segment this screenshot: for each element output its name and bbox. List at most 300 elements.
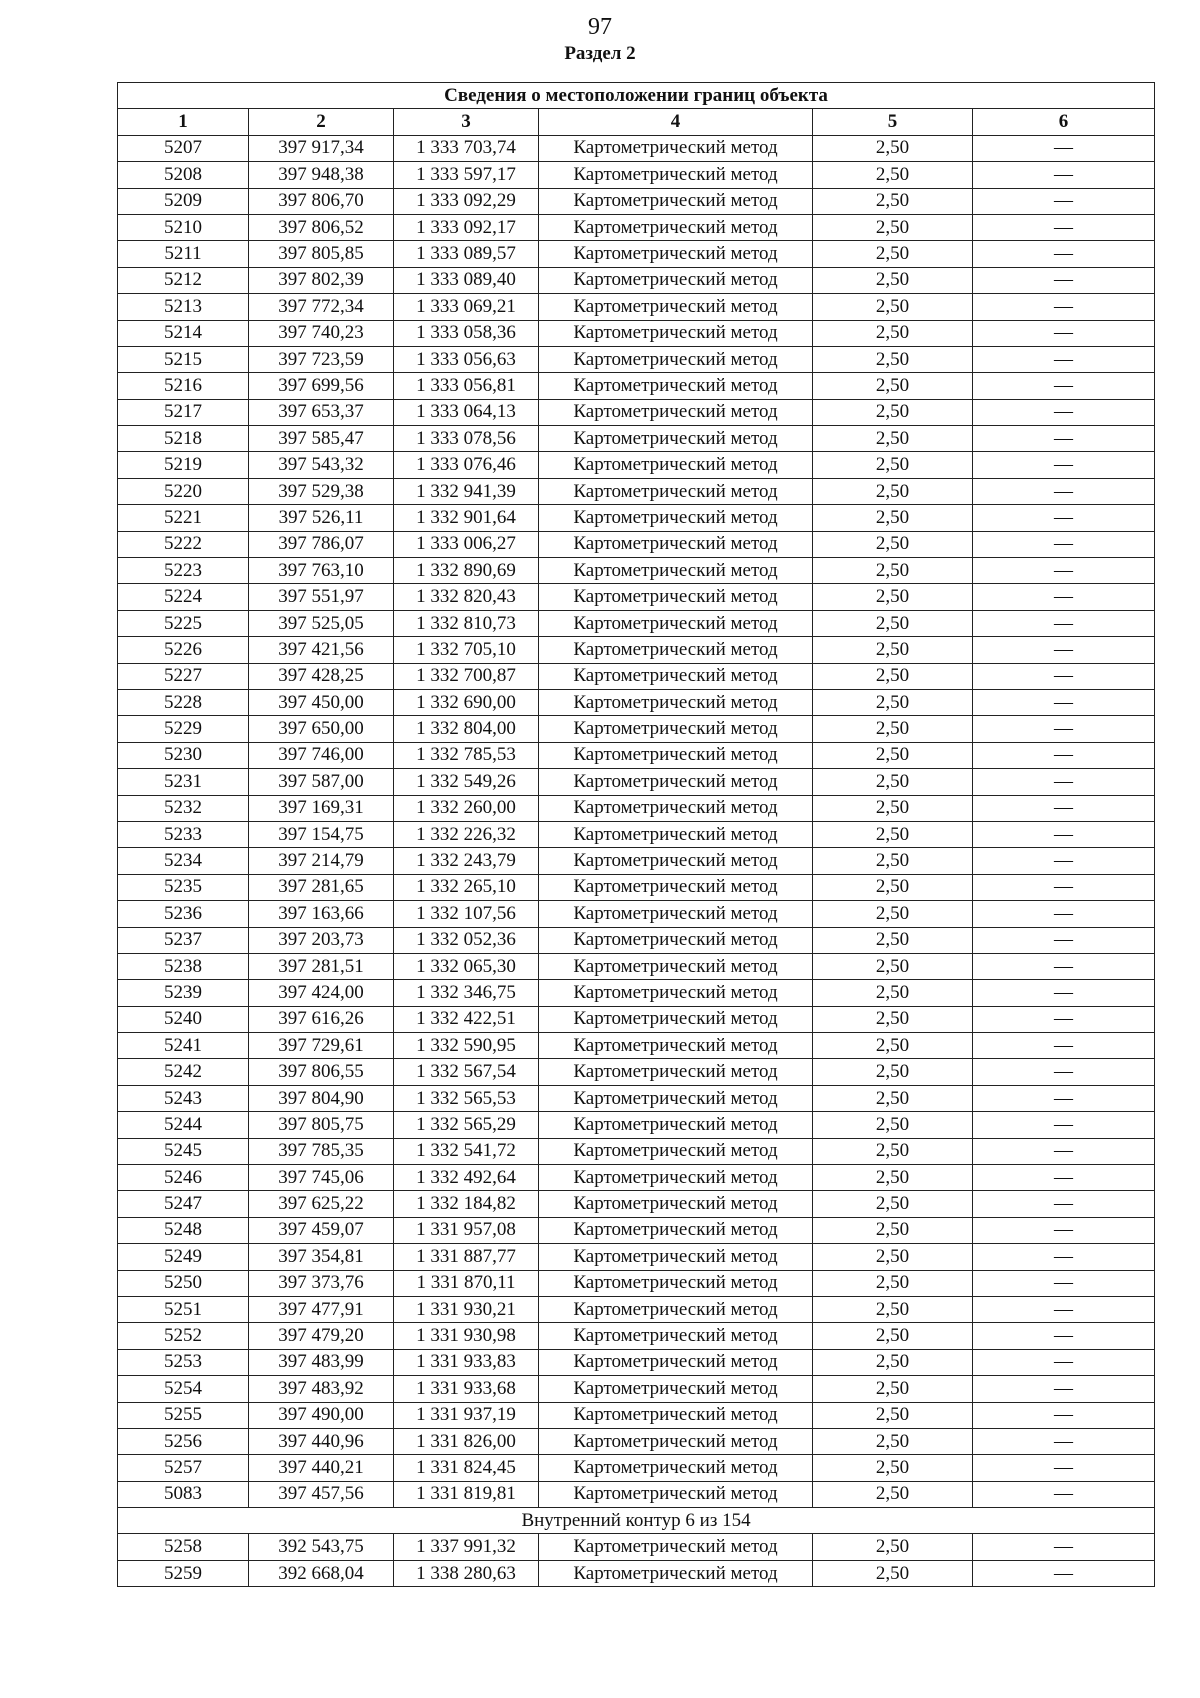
x-coordinate-cell: 397 169,31 (249, 795, 394, 821)
point-number-cell: 5222 (118, 531, 249, 557)
description-cell: — (973, 452, 1155, 478)
x-coordinate-cell: 397 450,00 (249, 689, 394, 715)
x-coordinate-cell: 397 650,00 (249, 716, 394, 742)
table-row (118, 716, 1155, 742)
y-coordinate-cell: 1 332 804,00 (394, 716, 539, 742)
accuracy-cell: 2,50 (813, 1138, 973, 1164)
table-row (118, 1376, 1155, 1402)
method-cell: Картометрический метод (539, 1296, 813, 1322)
accuracy-cell: 2,50 (813, 637, 973, 663)
method-cell: Картометрический метод (539, 1085, 813, 1111)
point-number-cell: 5238 (118, 953, 249, 979)
x-coordinate-cell: 397 805,85 (249, 241, 394, 267)
method-cell: Картометрический метод (539, 1138, 813, 1164)
point-number-cell: 5250 (118, 1270, 249, 1296)
point-number-cell: 5226 (118, 637, 249, 663)
description-cell: — (973, 1455, 1155, 1481)
x-coordinate-cell: 397 428,25 (249, 663, 394, 689)
x-coordinate-cell: 397 746,00 (249, 742, 394, 768)
x-coordinate-cell: 397 354,81 (249, 1244, 394, 1270)
table-row (118, 1455, 1155, 1481)
accuracy-cell: 2,50 (813, 716, 973, 742)
description-cell: — (973, 927, 1155, 953)
method-cell: Картометрический метод (539, 821, 813, 847)
method-cell: Картометрический метод (539, 531, 813, 557)
x-coordinate-cell: 397 699,56 (249, 373, 394, 399)
description-cell: — (973, 689, 1155, 715)
description-cell: — (973, 1270, 1155, 1296)
description-cell: — (973, 373, 1155, 399)
y-coordinate-cell: 1 332 107,56 (394, 901, 539, 927)
description-cell: — (973, 637, 1155, 663)
table-row (118, 1481, 1155, 1507)
x-coordinate-cell: 397 459,07 (249, 1217, 394, 1243)
table-row (118, 1085, 1155, 1111)
y-coordinate-cell: 1 332 820,43 (394, 584, 539, 610)
accuracy-cell: 2,50 (813, 1059, 973, 1085)
description-cell: — (973, 531, 1155, 557)
method-cell: Картометрический метод (539, 1165, 813, 1191)
y-coordinate-cell: 1 333 064,13 (394, 399, 539, 425)
y-coordinate-cell: 1 331 870,11 (394, 1270, 539, 1296)
description-cell: — (973, 716, 1155, 742)
accuracy-cell: 2,50 (813, 1085, 973, 1111)
accuracy-cell: 2,50 (813, 162, 973, 188)
x-coordinate-cell: 397 763,10 (249, 558, 394, 584)
description-cell: — (973, 1323, 1155, 1349)
point-number-cell: 5215 (118, 346, 249, 372)
table-row (118, 584, 1155, 610)
y-coordinate-cell: 1 331 826,00 (394, 1428, 539, 1454)
table-row (118, 241, 1155, 267)
y-coordinate-cell: 1 331 824,45 (394, 1455, 539, 1481)
method-cell: Картометрический метод (539, 1033, 813, 1059)
y-coordinate-cell: 1 333 089,40 (394, 267, 539, 293)
x-coordinate-cell: 397 483,99 (249, 1349, 394, 1375)
point-number-cell: 5248 (118, 1217, 249, 1243)
section-title: Раздел 2 (564, 43, 636, 64)
method-cell: Картометрический метод (539, 1191, 813, 1217)
method-cell: Картометрический метод (539, 505, 813, 531)
point-number-cell: 5249 (118, 1244, 249, 1270)
table-row (118, 1217, 1155, 1243)
accuracy-cell: 2,50 (813, 1534, 973, 1560)
description-cell: — (973, 162, 1155, 188)
table-row (118, 505, 1155, 531)
table-row (118, 663, 1155, 689)
description-cell: — (973, 426, 1155, 452)
description-cell: — (973, 346, 1155, 372)
y-coordinate-cell: 1 333 597,17 (394, 162, 539, 188)
description-cell: — (973, 1428, 1155, 1454)
table-row (118, 1006, 1155, 1032)
table-row (118, 320, 1155, 346)
point-number-cell: 5208 (118, 162, 249, 188)
table-row (118, 689, 1155, 715)
table-row (118, 1296, 1155, 1322)
x-coordinate-cell: 397 477,91 (249, 1296, 394, 1322)
method-cell: Картометрический метод (539, 716, 813, 742)
description-cell: — (973, 1191, 1155, 1217)
y-coordinate-cell: 1 337 991,32 (394, 1534, 539, 1560)
point-number-cell: 5239 (118, 980, 249, 1006)
method-cell: Картометрический метод (539, 399, 813, 425)
table-row (118, 294, 1155, 320)
accuracy-cell: 2,50 (813, 1217, 973, 1243)
description-cell: — (973, 742, 1155, 768)
description-cell: — (973, 1534, 1155, 1560)
accuracy-cell: 2,50 (813, 848, 973, 874)
y-coordinate-cell: 1 332 567,54 (394, 1059, 539, 1085)
point-number-cell: 5218 (118, 426, 249, 452)
point-number-cell: 5211 (118, 241, 249, 267)
y-coordinate-cell: 1 331 933,83 (394, 1349, 539, 1375)
x-coordinate-cell: 397 740,23 (249, 320, 394, 346)
accuracy-cell: 2,50 (813, 478, 973, 504)
x-coordinate-cell: 397 440,21 (249, 1455, 394, 1481)
accuracy-cell: 2,50 (813, 1112, 973, 1138)
method-cell: Картометрический метод (539, 1244, 813, 1270)
description-cell: — (973, 188, 1155, 214)
table-row (118, 452, 1155, 478)
x-coordinate-cell: 397 729,61 (249, 1033, 394, 1059)
table-row (118, 188, 1155, 214)
method-cell: Картометрический метод (539, 188, 813, 214)
point-number-cell: 5217 (118, 399, 249, 425)
y-coordinate-cell: 1 332 941,39 (394, 478, 539, 504)
x-coordinate-cell: 397 806,55 (249, 1059, 394, 1085)
method-cell: Картометрический метод (539, 135, 813, 161)
x-coordinate-cell: 397 723,59 (249, 346, 394, 372)
y-coordinate-cell: 1 332 690,00 (394, 689, 539, 715)
x-coordinate-cell: 397 785,35 (249, 1138, 394, 1164)
y-coordinate-cell: 1 332 700,87 (394, 663, 539, 689)
boundary-coordinates-table (117, 82, 1155, 1587)
description-cell: — (973, 1296, 1155, 1322)
x-coordinate-cell: 397 543,32 (249, 452, 394, 478)
table-caption: Сведения о местоположении границ объекта (118, 83, 1155, 109)
point-number-cell: 5255 (118, 1402, 249, 1428)
accuracy-cell: 2,50 (813, 320, 973, 346)
method-cell: Картометрический метод (539, 162, 813, 188)
y-coordinate-cell: 1 332 422,51 (394, 1006, 539, 1032)
y-coordinate-cell: 1 333 056,63 (394, 346, 539, 372)
table-row (118, 558, 1155, 584)
method-cell: Картометрический метод (539, 214, 813, 240)
column-header-description: 6 (973, 109, 1155, 135)
x-coordinate-cell: 397 281,65 (249, 874, 394, 900)
point-number-cell: 5083 (118, 1481, 249, 1507)
table-row (118, 637, 1155, 663)
x-coordinate-cell: 397 551,97 (249, 584, 394, 610)
method-cell: Картометрический метод (539, 901, 813, 927)
accuracy-cell: 2,50 (813, 1006, 973, 1032)
method-cell: Картометрический метод (539, 689, 813, 715)
table-row (118, 1059, 1155, 1085)
contour-label: Внутренний контур 6 из 154 (118, 1508, 1155, 1534)
point-number-cell: 5223 (118, 558, 249, 584)
point-number-cell: 5216 (118, 373, 249, 399)
accuracy-cell: 2,50 (813, 874, 973, 900)
description-cell: — (973, 1376, 1155, 1402)
method-cell: Картометрический метод (539, 610, 813, 636)
table-row (118, 1112, 1155, 1138)
y-coordinate-cell: 1 332 590,95 (394, 1033, 539, 1059)
point-number-cell: 5212 (118, 267, 249, 293)
x-coordinate-cell: 397 653,37 (249, 399, 394, 425)
accuracy-cell: 2,50 (813, 1402, 973, 1428)
y-coordinate-cell: 1 338 280,63 (394, 1560, 539, 1586)
y-coordinate-cell: 1 333 092,29 (394, 188, 539, 214)
accuracy-cell: 2,50 (813, 689, 973, 715)
accuracy-cell: 2,50 (813, 399, 973, 425)
y-coordinate-cell: 1 332 901,64 (394, 505, 539, 531)
x-coordinate-cell: 397 490,00 (249, 1402, 394, 1428)
x-coordinate-cell: 397 804,90 (249, 1085, 394, 1111)
method-cell: Картометрический метод (539, 1455, 813, 1481)
description-cell: — (973, 399, 1155, 425)
point-number-cell: 5246 (118, 1165, 249, 1191)
accuracy-cell: 2,50 (813, 901, 973, 927)
point-number-cell: 5224 (118, 584, 249, 610)
table-row (118, 135, 1155, 161)
x-coordinate-cell: 397 529,38 (249, 478, 394, 504)
y-coordinate-cell: 1 333 076,46 (394, 452, 539, 478)
point-number-cell: 5233 (118, 821, 249, 847)
accuracy-cell: 2,50 (813, 1270, 973, 1296)
point-number-cell: 5232 (118, 795, 249, 821)
y-coordinate-cell: 1 331 819,81 (394, 1481, 539, 1507)
point-number-cell: 5213 (118, 294, 249, 320)
description-cell: — (973, 848, 1155, 874)
accuracy-cell: 2,50 (813, 426, 973, 452)
accuracy-cell: 2,50 (813, 953, 973, 979)
method-cell: Картометрический метод (539, 320, 813, 346)
x-coordinate-cell: 397 587,00 (249, 769, 394, 795)
description-cell: — (973, 953, 1155, 979)
method-cell: Картометрический метод (539, 267, 813, 293)
description-cell: — (973, 1165, 1155, 1191)
accuracy-cell: 2,50 (813, 505, 973, 531)
y-coordinate-cell: 1 333 089,57 (394, 241, 539, 267)
description-cell: — (973, 1112, 1155, 1138)
column-header-x-coordinate: 2 (249, 109, 394, 135)
x-coordinate-cell: 392 668,04 (249, 1560, 394, 1586)
point-number-cell: 5235 (118, 874, 249, 900)
accuracy-cell: 2,50 (813, 795, 973, 821)
accuracy-cell: 2,50 (813, 452, 973, 478)
point-number-cell: 5242 (118, 1059, 249, 1085)
method-cell: Картометрический метод (539, 1534, 813, 1560)
description-cell: — (973, 135, 1155, 161)
accuracy-cell: 2,50 (813, 584, 973, 610)
table-row (118, 1402, 1155, 1428)
description-cell: — (973, 294, 1155, 320)
x-coordinate-cell: 397 585,47 (249, 426, 394, 452)
y-coordinate-cell: 1 333 006,27 (394, 531, 539, 557)
method-cell: Картометрический метод (539, 1376, 813, 1402)
table-row (118, 953, 1155, 979)
description-cell: — (973, 769, 1155, 795)
table-row (118, 426, 1155, 452)
method-cell: Картометрический метод (539, 769, 813, 795)
accuracy-cell: 2,50 (813, 241, 973, 267)
table-row (118, 267, 1155, 293)
method-cell: Картометрический метод (539, 294, 813, 320)
accuracy-cell: 2,50 (813, 1481, 973, 1507)
x-coordinate-cell: 397 373,76 (249, 1270, 394, 1296)
column-header-point-number: 1 (118, 109, 249, 135)
point-number-cell: 5234 (118, 848, 249, 874)
description-cell: — (973, 320, 1155, 346)
method-cell: Картометрический метод (539, 1349, 813, 1375)
point-number-cell: 5243 (118, 1085, 249, 1111)
method-cell: Картометрический метод (539, 1270, 813, 1296)
y-coordinate-cell: 1 332 890,69 (394, 558, 539, 584)
method-cell: Картометрический метод (539, 1402, 813, 1428)
table-row (118, 373, 1155, 399)
y-coordinate-cell: 1 332 184,82 (394, 1191, 539, 1217)
table-caption-row (118, 83, 1155, 109)
y-coordinate-cell: 1 332 810,73 (394, 610, 539, 636)
accuracy-cell: 2,50 (813, 769, 973, 795)
x-coordinate-cell: 392 543,75 (249, 1534, 394, 1560)
x-coordinate-cell: 397 786,07 (249, 531, 394, 557)
column-header-accuracy: 5 (813, 109, 973, 135)
table-row (118, 399, 1155, 425)
y-coordinate-cell: 1 332 565,29 (394, 1112, 539, 1138)
y-coordinate-cell: 1 332 705,10 (394, 637, 539, 663)
table-row (118, 1323, 1155, 1349)
table-row (118, 1165, 1155, 1191)
x-coordinate-cell: 397 745,06 (249, 1165, 394, 1191)
x-coordinate-cell: 397 440,96 (249, 1428, 394, 1454)
point-number-cell: 5258 (118, 1534, 249, 1560)
description-cell: — (973, 241, 1155, 267)
method-cell: Картометрический метод (539, 637, 813, 663)
point-number-cell: 5230 (118, 742, 249, 768)
y-coordinate-cell: 1 332 549,26 (394, 769, 539, 795)
x-coordinate-cell: 397 163,66 (249, 901, 394, 927)
point-number-cell: 5244 (118, 1112, 249, 1138)
point-number-cell: 5209 (118, 188, 249, 214)
y-coordinate-cell: 1 332 346,75 (394, 980, 539, 1006)
table-row (118, 478, 1155, 504)
x-coordinate-cell: 397 917,34 (249, 135, 394, 161)
method-cell: Картометрический метод (539, 927, 813, 953)
point-number-cell: 5254 (118, 1376, 249, 1402)
table-row (118, 1534, 1155, 1560)
point-number-cell: 5247 (118, 1191, 249, 1217)
accuracy-cell: 2,50 (813, 1455, 973, 1481)
y-coordinate-cell: 1 333 703,74 (394, 135, 539, 161)
method-cell: Картометрический метод (539, 1059, 813, 1085)
y-coordinate-cell: 1 332 541,72 (394, 1138, 539, 1164)
y-coordinate-cell: 1 331 887,77 (394, 1244, 539, 1270)
method-cell: Картометрический метод (539, 452, 813, 478)
method-cell: Картометрический метод (539, 1428, 813, 1454)
x-coordinate-cell: 397 806,70 (249, 188, 394, 214)
method-cell: Картометрический метод (539, 874, 813, 900)
table-row (118, 980, 1155, 1006)
description-cell: — (973, 1006, 1155, 1032)
y-coordinate-cell: 1 333 078,56 (394, 426, 539, 452)
accuracy-cell: 2,50 (813, 1376, 973, 1402)
description-cell: — (973, 821, 1155, 847)
accuracy-cell: 2,50 (813, 267, 973, 293)
x-coordinate-cell: 397 948,38 (249, 162, 394, 188)
accuracy-cell: 2,50 (813, 1191, 973, 1217)
y-coordinate-cell: 1 332 052,36 (394, 927, 539, 953)
y-coordinate-cell: 1 333 058,36 (394, 320, 539, 346)
point-number-cell: 5240 (118, 1006, 249, 1032)
accuracy-cell: 2,50 (813, 927, 973, 953)
description-cell: — (973, 1402, 1155, 1428)
table-row (118, 769, 1155, 795)
y-coordinate-cell: 1 332 243,79 (394, 848, 539, 874)
method-cell: Картометрический метод (539, 1323, 813, 1349)
y-coordinate-cell: 1 332 065,30 (394, 953, 539, 979)
point-number-cell: 5221 (118, 505, 249, 531)
method-cell: Картометрический метод (539, 373, 813, 399)
description-cell: — (973, 558, 1155, 584)
table-row (118, 1560, 1155, 1586)
table-row (118, 874, 1155, 900)
description-cell: — (973, 1138, 1155, 1164)
description-cell: — (973, 1244, 1155, 1270)
method-cell: Картометрический метод (539, 478, 813, 504)
table-body (118, 135, 1155, 1586)
description-cell: — (973, 1033, 1155, 1059)
x-coordinate-cell: 397 805,75 (249, 1112, 394, 1138)
method-cell: Картометрический метод (539, 742, 813, 768)
point-number-cell: 5241 (118, 1033, 249, 1059)
x-coordinate-cell: 397 806,52 (249, 214, 394, 240)
column-header-row (118, 109, 1155, 135)
x-coordinate-cell: 397 203,73 (249, 927, 394, 953)
table-row (118, 821, 1155, 847)
description-cell: — (973, 795, 1155, 821)
method-cell: Картометрический метод (539, 953, 813, 979)
y-coordinate-cell: 1 332 226,32 (394, 821, 539, 847)
accuracy-cell: 2,50 (813, 1244, 973, 1270)
description-cell: — (973, 874, 1155, 900)
method-cell: Картометрический метод (539, 848, 813, 874)
point-number-cell: 5220 (118, 478, 249, 504)
x-coordinate-cell: 397 625,22 (249, 1191, 394, 1217)
table-row (118, 214, 1155, 240)
point-number-cell: 5231 (118, 769, 249, 795)
y-coordinate-cell: 1 331 933,68 (394, 1376, 539, 1402)
description-cell: — (973, 610, 1155, 636)
column-header-y-coordinate: 3 (394, 109, 539, 135)
table-row (118, 848, 1155, 874)
accuracy-cell: 2,50 (813, 188, 973, 214)
y-coordinate-cell: 1 331 957,08 (394, 1217, 539, 1243)
x-coordinate-cell: 397 772,34 (249, 294, 394, 320)
description-cell: — (973, 1217, 1155, 1243)
table-row (118, 531, 1155, 557)
description-cell: — (973, 1085, 1155, 1111)
point-number-cell: 5256 (118, 1428, 249, 1454)
accuracy-cell: 2,50 (813, 1296, 973, 1322)
description-cell: — (973, 1481, 1155, 1507)
y-coordinate-cell: 1 332 565,53 (394, 1085, 539, 1111)
accuracy-cell: 2,50 (813, 1560, 973, 1586)
point-number-cell: 5236 (118, 901, 249, 927)
x-coordinate-cell: 397 802,39 (249, 267, 394, 293)
x-coordinate-cell: 397 616,26 (249, 1006, 394, 1032)
